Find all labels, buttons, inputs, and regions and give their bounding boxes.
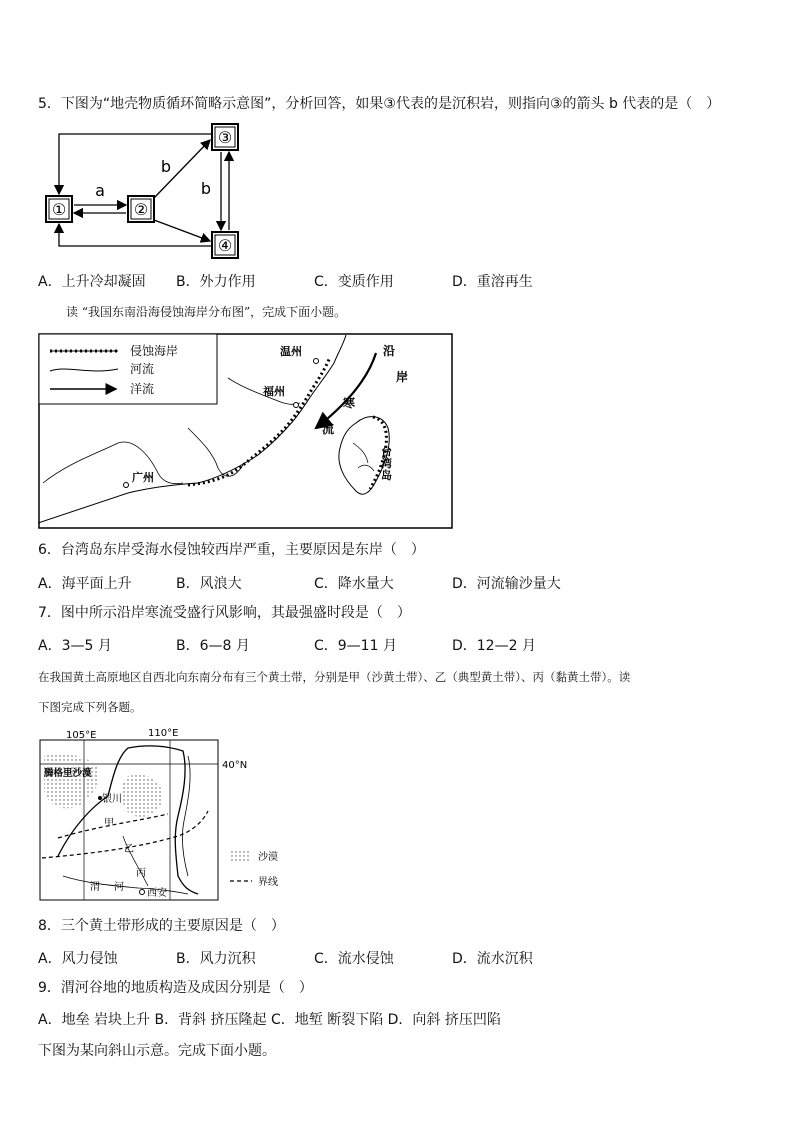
map-legend (39, 334, 217, 404)
legend-river: 河流 (130, 362, 155, 376)
q5-option-c[interactable]: C．变质作用 (314, 274, 394, 290)
label-yinchuan: 银川 (102, 794, 122, 805)
label-xian: 西安 (147, 888, 167, 899)
q7-option-c[interactable]: C．9—11 月 (314, 638, 397, 654)
arrow-label-a: a (95, 181, 105, 200)
arrow-2-to-4 (154, 220, 210, 241)
q7-option-a[interactable]: A．3—5 月 (38, 638, 112, 654)
label-he: 河 (114, 882, 124, 893)
southeast-coast-erosion-map (38, 333, 454, 531)
legend-boundary: 界线 (258, 877, 278, 888)
q6-option-c[interactable]: C．降水量大 (314, 576, 394, 592)
legend-ocean-current: 洋流 (130, 382, 155, 396)
node-2 (128, 196, 154, 222)
q9-options[interactable]: A．地垒 岩块上升 B．背斜 挤压隆起 C．地堑 断裂下陷 D．向斜 挤压凹陷 (38, 1012, 501, 1028)
label-guangzhou: 广州 (132, 471, 154, 484)
label-40n: 40°N (222, 760, 248, 771)
label-105e: 105°E (66, 730, 97, 741)
label-jia: 甲 (104, 818, 114, 829)
q8-option-d[interactable]: D．流水沉积 (452, 951, 533, 967)
label-bing: 丙 (136, 868, 146, 879)
node-3-label: ③ (217, 128, 233, 147)
question-5-stem: 5．下图为“地壳物质循环简略示意图”，分析回答，如果③代表的是沉积岩，则指向③的箭头 b 代表的是（ ） (38, 96, 721, 112)
label-an: 岸 (396, 370, 409, 384)
node-4 (212, 232, 238, 258)
q7-option-b[interactable]: B．6—8 月 (176, 638, 250, 654)
label-wenzhou: 温州 (280, 345, 302, 358)
label-110e: 110°E (148, 728, 179, 739)
q8-option-b[interactable]: B．风力沉积 (176, 951, 256, 967)
arrow-3-to-1 (59, 134, 212, 194)
q7-option-d[interactable]: D．12—2 月 (452, 638, 536, 654)
intro-questions-8-9-line1: 在我国黄土高原地区自西北向东南分布有三个黄土带，分别是甲（沙黄土带）、乙（典型黄土带）、丙（黏黄土带）。读 (38, 670, 631, 684)
question-6-stem: 6．台湾岛东岸受海水侵蚀较西岸严重，主要原因是东岸（ ） (38, 542, 425, 558)
node-1-label: ① (51, 200, 67, 219)
guangzhou-dot (124, 483, 129, 488)
q5-option-b[interactable]: B．外力作用 (176, 274, 256, 290)
label-liu: 流 (322, 422, 335, 436)
q6-option-a[interactable]: A．海平面上升 (38, 576, 132, 592)
q5-option-d[interactable]: D．重溶再生 (452, 274, 533, 290)
label-han: 寒 (343, 396, 356, 410)
node-3 (212, 124, 238, 150)
label-taiwan-1: 台 (381, 445, 392, 458)
q8-option-a[interactable]: A．风力侵蚀 (38, 951, 118, 967)
label-wei: 渭 (90, 882, 100, 893)
q5-option-a[interactable]: A．上升冷却凝固 (38, 274, 146, 290)
label-tengger: 腾格里沙漠 (44, 768, 92, 779)
label-yi: 乙 (124, 844, 134, 855)
xian-dot (140, 890, 145, 895)
q8-option-c[interactable]: C．流水侵蚀 (314, 951, 394, 967)
label-yan: 沿 (383, 344, 396, 358)
rock-cycle-diagram (38, 122, 248, 264)
node-1 (46, 196, 72, 222)
loess-plateau-map (38, 726, 318, 906)
node-4-label: ④ (217, 236, 233, 255)
legend-desert-swatch (230, 850, 250, 862)
node-2-label: ② (133, 200, 149, 219)
label-taiwan-3: 岛 (381, 469, 392, 482)
arrow-label-b-side: b (200, 179, 212, 198)
arrow-label-b-upper: b (160, 157, 172, 176)
legend-eroded-coast: 侵蚀海岸 (130, 344, 179, 358)
question-9-stem: 9．渭河谷地的地质构造及成因分别是（ ） (38, 980, 313, 996)
intro-questions-6-7: 读 “我国东南沿海侵蚀海岸分布图”，完成下面小题。 (66, 305, 347, 319)
intro-next-questions: 下图为某向斜山示意。完成下面小题。 (38, 1043, 276, 1059)
label-fuzhou: 福州 (263, 385, 285, 398)
wenzhou-dot (314, 359, 319, 364)
q6-option-d[interactable]: D．河流输沙量大 (452, 576, 561, 592)
arrow-4-to-1 (59, 224, 212, 246)
q6-option-b[interactable]: B．风浪大 (176, 576, 242, 592)
intro-questions-8-9-line2: 下图完成下列各题。 (38, 700, 142, 714)
legend-desert: 沙漠 (258, 852, 278, 863)
label-taiwan-2: 湾 (381, 457, 392, 470)
fuzhou-dot (294, 403, 299, 408)
question-7-stem: 7．图中所示沿岸寒流受盛行风影响，其最强盛时段是（ ） (38, 605, 411, 621)
question-8-stem: 8．三个黄土带形成的主要原因是（ ） (38, 918, 285, 934)
